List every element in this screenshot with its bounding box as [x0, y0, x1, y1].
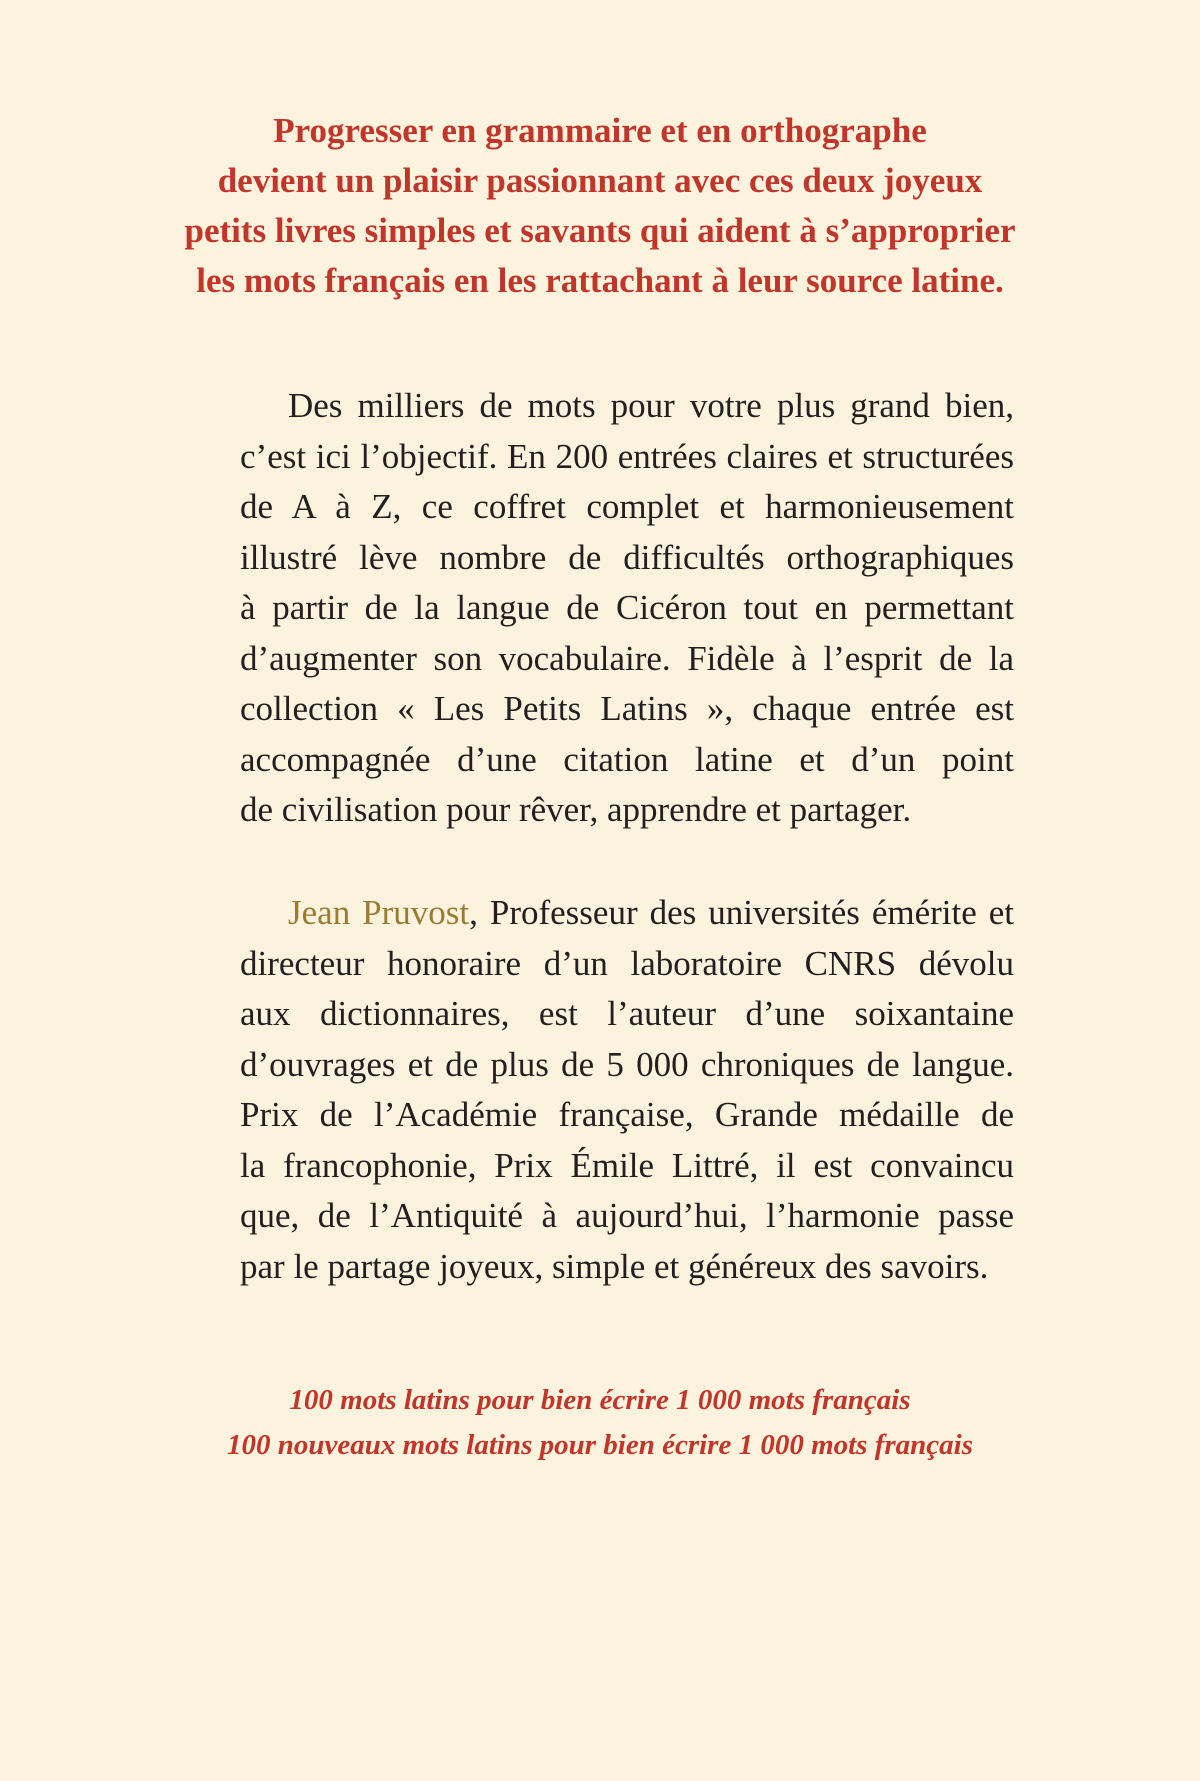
author-name: Jean Pruvost	[288, 893, 470, 932]
author-bio-first-line-rest: , Professeur des universités émérite et	[469, 893, 1014, 932]
description-line: accompagnée d’une citation latine et d’un point	[240, 739, 1014, 779]
description-line: Des milliers de mots pour votre plus grand bien,	[288, 386, 1014, 425]
intro-line: petits livres simples et savants qui aident à s’approprier	[184, 211, 1016, 250]
description-paragraph	[240, 381, 1014, 836]
description-line: d’augmenter son vocabulaire. Fidèle à l’esprit de la	[240, 638, 1014, 678]
author-bio-line: la francophonie, Prix Émile Littré, il est convaincu	[240, 1145, 1014, 1185]
author-bio-line: Prix de l’Académie française, Grande médaille de	[240, 1095, 1014, 1134]
author-bio-line: aux dictionnaires, est l’auteur d’une soixantaine	[240, 994, 1014, 1033]
book-titles	[150, 1378, 1050, 1468]
intro-blurb	[150, 106, 1050, 306]
description-line: à partir de la langue de Cicéron tout en permettant	[240, 588, 1014, 627]
author-bio-line: d’ouvrages et de plus de 5 000 chroniques de langue.	[240, 1044, 1014, 1084]
author-bio-line: directeur honoraire d’un laboratoire CNRS dévolu	[240, 943, 1014, 983]
intro-line: les mots français en les rattachant à leur source latine.	[196, 261, 1004, 300]
author-bio-paragraph	[240, 888, 1014, 1292]
book-title: 100 mots latins pour bien écrire 1 000 mots français	[289, 1384, 911, 1416]
description-line: de A à Z, ce coffret complet et harmonieusement	[240, 487, 1014, 526]
intro-line: devient un plaisir passionnant avec ces deux joyeux	[217, 161, 983, 200]
author-bio-line: que, de l’Antiquité à aujourd’hui, l’harmonie passe	[240, 1196, 1014, 1235]
description-line: collection « Les Petits Latins », chaque entrée est	[240, 689, 1014, 728]
description-line: illustré lève nombre de difficultés orthographiques	[240, 537, 1014, 577]
description-line: c’est ici l’objectif. En 200 entrées claires et structurées	[240, 436, 1014, 476]
author-bio-line: par le partage joyeux, simple et généreux des savoirs.	[240, 1246, 989, 1286]
author-bio-line	[240, 888, 1014, 939]
intro-line: Progresser en grammaire et en orthographe	[273, 111, 927, 150]
book-title: 100 nouveaux mots latins pour bien écrire 1 000 mots français	[226, 1429, 973, 1461]
description-line: de civilisation pour rêver, apprendre et partager.	[240, 790, 912, 829]
